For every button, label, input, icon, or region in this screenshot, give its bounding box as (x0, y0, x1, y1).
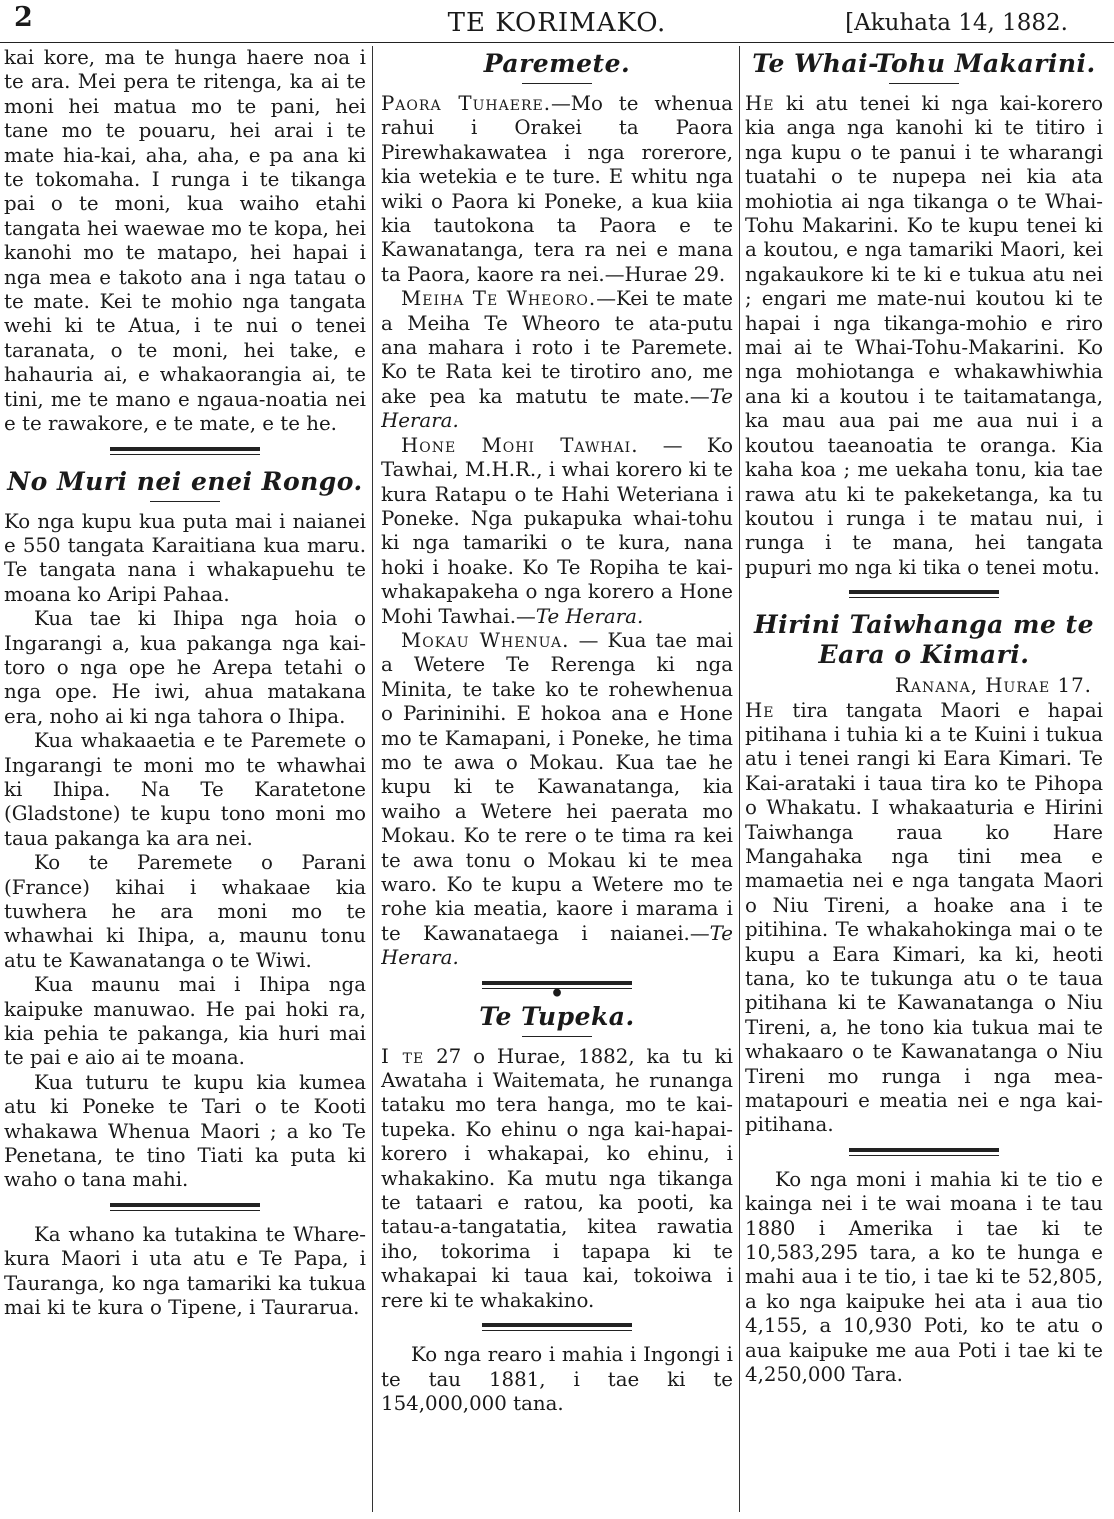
makarini-article (745, 92, 1103, 580)
item-name: Mokau Whenua. (401, 628, 570, 652)
lead-word: He (745, 698, 775, 722)
reaaro-notice: Ko nga rearo i mahia i Ingongi i te tau 1881, i tae ki te 154,000,000 tana. (381, 1343, 733, 1415)
article-text: tira tangata Maori e hapai pitihana i tuhia ki a te Kuini i tukua atu i tenei rangi ki Eara Kimari. Te Kai-arataki i taua tira ko te Pihopa o Whakatu. I whakaaturia e Hirini Taiwhanga raua ko Hare Mangahaka nga tini mea e mamaetia nei e nga tangata Maori o Niu Tireni, a hoake ana i te pitihina. Te whakahokinga mai o te kupu a Eara Kimari, ka ki, heoti tana, ko te tukunga atu o te taua pitihana ki te Kawanatanga o Niu Tireni, a, he tono kia tukua mai te whakaaro o te Kawanatanga o Niu Tireni mo runga i nga mea-matapouri e meatia nei e nga kai-pitihana. (745, 698, 1103, 1137)
parliament-heading: Paremete. (483, 49, 631, 78)
item-source: Te Herara. (381, 921, 733, 970)
heading-rule (522, 1036, 592, 1037)
lead-word: He (745, 92, 775, 115)
item-name: Meiha Te Wheoro. (401, 287, 597, 311)
page-header (0, 0, 1114, 42)
ornament-dot: • (549, 980, 565, 1007)
school-notice: Ka whano ka tutakina te Whare-kura Maori i uta atu e Te Papa, i Tauranga, ko nga tamariki ka tukua mai ki te kura o Tipene, i Taurarua. (4, 1222, 366, 1320)
news-paragraph: Kua tuturu te kupu kia kumea atu ki Poneke te Tari o te Kooti whakawa Whenua Maori ; a ko Te Penetana, te tino Tiati ka puta ki waho o tana mahi. (4, 1070, 366, 1192)
parliament-item (381, 287, 733, 433)
heading-rule (889, 83, 959, 84)
news-paragraph: Ko nga kupu kua puta mai i naianei e 550 tangata Karaitiana kua maru. Te tangata nana i whakapuehu te moana ko Aripi Pahaa. (4, 509, 366, 606)
heading-rule (522, 83, 592, 84)
fishing-notice: Ko nga moni i mahia ki te tio e kainga nei i te wai moana i te tau 1880 i Amerika i tae ki te 10,583,295 tara, a ko te hunga e mahi aua i te tio, i tae ki te 52,805, a ko nga kaipuke hei ata i aua tio 4,155, a 10,930 Poti, ko te atu o aua kaipuke me aua Poti i tae ki te 4,250,000 Tara. (745, 1167, 1103, 1387)
header-rule (0, 42, 1114, 43)
tobacco-heading: Te Tupeka. (479, 1001, 635, 1031)
section-divider (849, 1148, 999, 1156)
hirini-heading: Hirini Taiwhanga me te Eara o Kimari. (753, 610, 1095, 670)
item-text: — Ko Tawhai, M.H.R., i whai korero ki te kura Ratapu o te Hahi Weteriana i Poneke. Nga pukapuka whai-tohu ki nga tamariki o te kura, nana hoki i hoake. Ko Te Ropiha te kai-whakapakeha o nga korero a Hone Mohi Tawhai.— (381, 433, 733, 628)
parliament-item (381, 434, 733, 629)
item-source: Te Herara. (381, 384, 733, 433)
issue-date: [Akuhata 14, 1882. (845, 10, 1068, 36)
article-text: ki atu tenei ki nga kai-korero kia anga nga kanohi ki te titiro i nga kupu o te panui i te wharangi tuatahi o te nupepa nei kia ata mohiotia ai nga tikanga o te Whai-Tohu Makarini. Ko te kupu tenei ki a koutou, e nga tamariki Maori, kei ngakaukore ki te ki e tukua atu nei ; engari me mate-nui koutou ki te hapai i nga tikanga-mohio e riro mai ai te Whai-Tohu-Makarini. Ko nga mohiotanga e whakawhiwhia ana ki a koutou i te taitamatanga, ka mau aua pai me aua nui i a koutou taeanoatia te oranga. Kia kaha koa ; me uekaha tonu, kia tae rawa atu ki te pakeketanga, ka tu koutou i runga i te matau nui, i runga i te mana, hei tangata pupuri mo nga ki tika o tenei motu. (745, 92, 1103, 579)
news-heading: No Muri nei enei Rongo. (7, 466, 363, 496)
section-divider (110, 447, 260, 455)
article-text: 27 o Hurae, 1882, ka tu ki Awataha i Waitemata, he runanga tataku mo tera hanga, mo te kai-tupeka. Ko ehinu o nga kai-hapai-korero i whakapai, ko ehinu, i whakakino. Ka mutu nga tikanga te tataari e ratou, ka pooti, ka tatau-a-tangatatia, kitea rawatia iho, tokorima i tapapa ki te whakapai ki taua kai, tokoiwa i rere ki te whakakino. (381, 1044, 733, 1312)
news-paragraph: Kua tae ki Ihipa nga hoia o Ingarangi a, kua pakanga nga kai-toro o nga ope he Arepa tetahi o nga ope. He iwi, ahua matakana era, noho ai ki nga tahora o Ihipa. (4, 607, 366, 728)
newspaper-title: TE KORIMAKO. (447, 8, 667, 38)
page-number: 2 (14, 2, 33, 33)
item-text: —Mo te whenua rahui i Orakei ta Paora Pirewhakawatea i nga rorerore, kia wetekia e te ture. E whitu nga wiki o Paora ki Poneke, a kua kiia kia tautokona ta Paora e te Kawanatanga, tera ra nei e mana ta Paora, kaore ra nei.—Hurae 29. (381, 92, 733, 286)
section-divider (849, 590, 999, 598)
section-divider (482, 1323, 632, 1331)
news-paragraph: Kua whakaaetia e te Paremete o Ingarangi te moni mo te whawhai ki Ihipa. Na Te Karatetone (Gladstone) te kupu tono moni mo taua pakanga ka ara nei. (4, 729, 366, 850)
column-2 (381, 46, 733, 1512)
makarini-heading: Te Whai-Tohu Makarini. (752, 49, 1096, 78)
column-divider (372, 46, 373, 1512)
item-text: —Kei te mate a Meiha Te Wheoro te ata-putu ana mahara i roto i te Paremete. Ko te Rata kei te tirotiro ano, me ake pea ka matutu te mate.— (381, 287, 733, 408)
hirini-article (745, 699, 1103, 1138)
column-1 (4, 46, 366, 1512)
item-source: Te Herara. (535, 604, 644, 628)
column-3 (745, 46, 1103, 1512)
parliament-item (381, 92, 733, 287)
news-paragraph: Ko te Paremete o Parani (France) kihai i whakaae kia tuwhera he ara moni mo te whawhai ki Ihipa, a, maunu tonu atu te Kawanatanga o te Wiwi. (4, 851, 366, 972)
continued-article: kai kore, ma te hunga haere noa i te ara. Mei pera te ritenga, ka ai te moni hei matua mo te pani, hei tane mo te pouaru, hei arai i te mate hia-kai, aha, aha, e pa ana ki te tokomaha. I runga i te tikanga pai o te moni, kua waiho etahi tangata hei waewae mo te kopa, hei kanohi mo te matapo, hei hapai i nga mea e takoto ana i nga tatau o te mate. Kei te mohio nga tangata wehi ki te Atua, i te nui o tenei taranata, o te moni, hei take, e hahauria ai, e whakaorangia ai, te tini, me te mano e ngaua-noatia nei e te rawakore, e te mate, e te he. (4, 46, 366, 436)
column-divider (739, 46, 740, 1512)
lead-word: I te (381, 1044, 425, 1068)
tobacco-article (381, 1045, 733, 1313)
item-name: Paora Tuhaere. (381, 92, 551, 115)
dateline: Ranana, Hurae 17. (895, 674, 1092, 698)
item-name: Hone Mohi Tawhai. (401, 433, 639, 457)
news-paragraph: Kua maunu mai i Ihipa nga kaipuke manuwao. He pai hoki ra, kia pehia te pakanga, kia huri mai te pai e aio ai te moana. (4, 973, 366, 1070)
heading-rule (150, 501, 220, 502)
parliament-item (381, 629, 733, 971)
section-divider (110, 1203, 260, 1211)
item-text: — Kua tae mai a Wetere Te Rerenga ki nga Minita, te take ko te rohewhenua o Parininihi. E hokoa ana e Hone mo te Kamapani, i Poneke, he tima mo te awa o Mokau. Kua tae he kupu ki te Kawanatanga, kia waiho a Wetere hei paerata mo Mokau. Ko te rere o te tima ra kei te awa tonu o Mokau ki te mea waro. Ko te kupu a Wetere mo te rohe kia meatia, kaore i marama i te Kawanataega i naianei.— (381, 628, 733, 945)
